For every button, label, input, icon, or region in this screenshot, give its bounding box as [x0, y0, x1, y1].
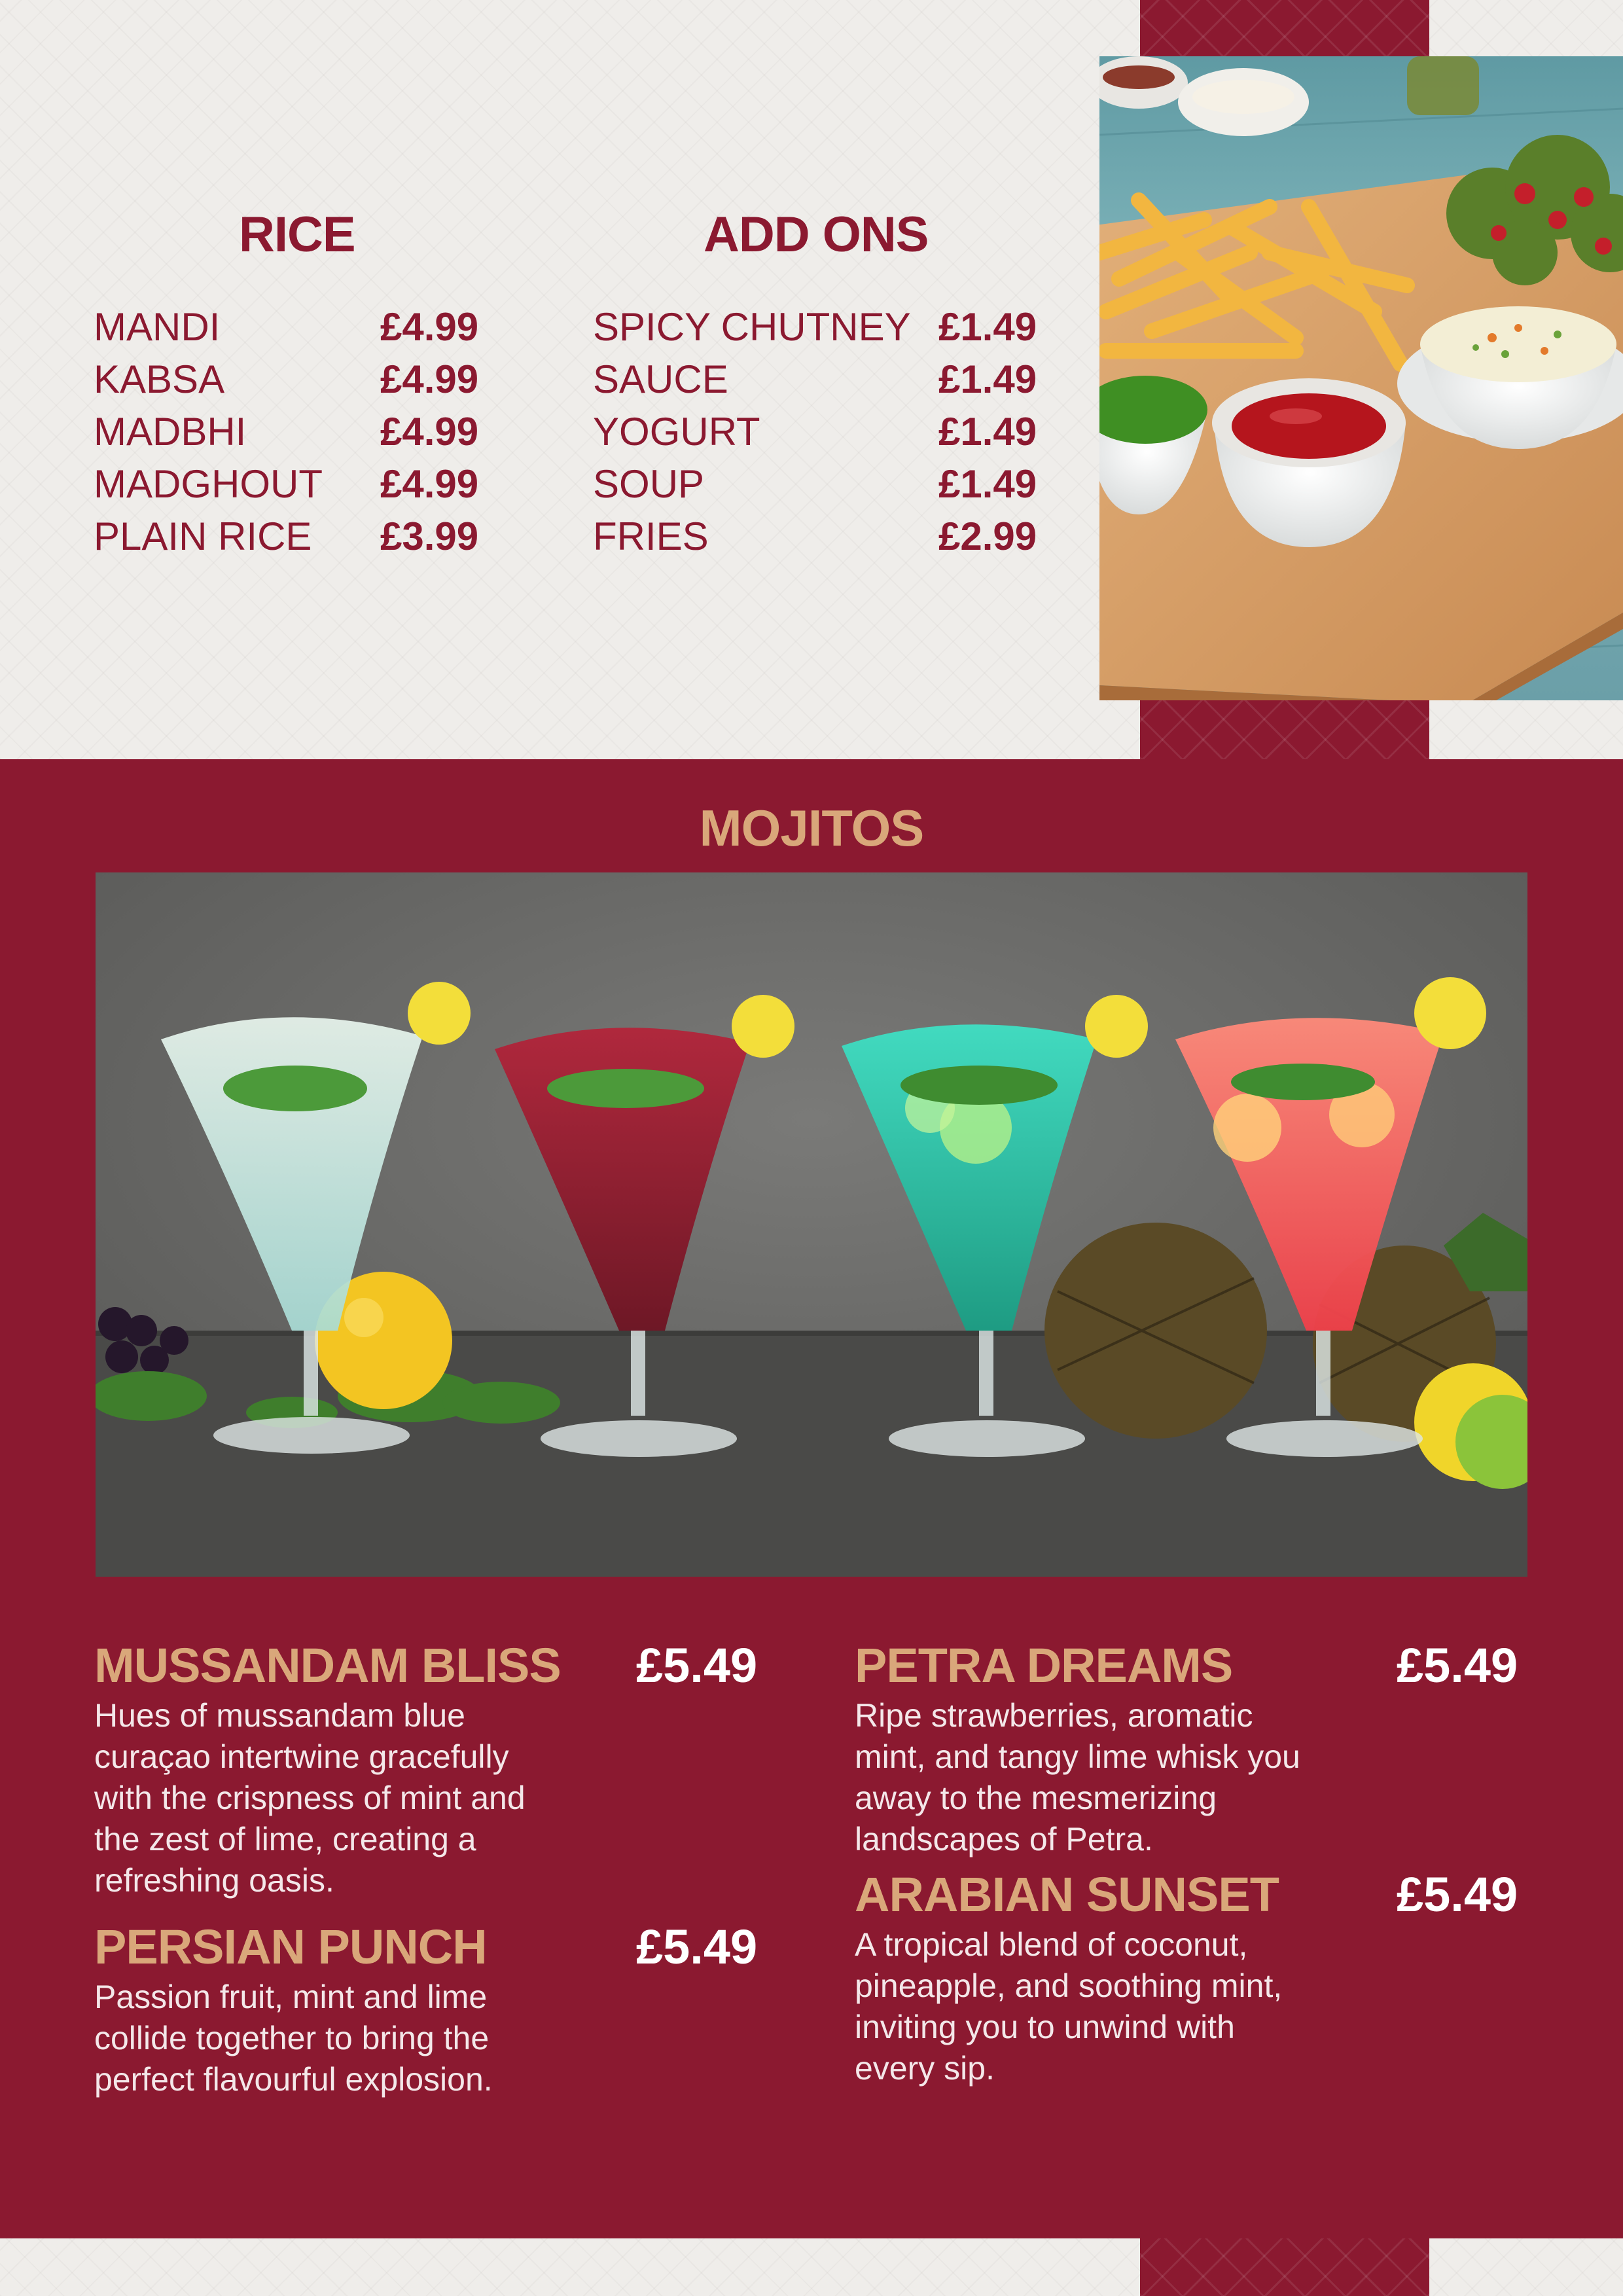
rice-item-name: MADGHOUT [94, 462, 323, 506]
drink-description: Passion fruit, mint and lime collide together to bring the perfect flavourful explosion. [94, 1979, 493, 2098]
decorative-pattern-strip-middle [1140, 700, 1429, 759]
addon-item-fries [593, 511, 1051, 563]
decorative-pattern-strip-bottom [1140, 2238, 1429, 2296]
rice-item-price: £4.99 [380, 410, 479, 454]
rice-item-mandi [94, 301, 499, 353]
rice-item-madghout [94, 458, 499, 511]
addon-item-name: YOGURT [593, 410, 760, 454]
drink-price: £5.49 [1397, 1638, 1518, 1693]
rice-item-price: £4.99 [380, 357, 479, 401]
addon-item-price: £2.99 [938, 514, 1037, 558]
drink-price: £5.49 [636, 1920, 758, 1974]
drink-description: Hues of mussandam blue curaçao intertwine gracefully with the crispness of mint and the zest of lime, creating a refreshing oasis. [94, 1697, 526, 1899]
mojitos-section [0, 759, 1623, 2238]
addon-item-sauce [593, 353, 1051, 406]
rice-item-madbhi [94, 406, 499, 458]
drink-description: Ripe strawberries, aromatic mint, and tangy lime whisk you away to the mesmerizing landscapes of Petra. [855, 1697, 1300, 1857]
addon-item-spicy-chutney [593, 301, 1051, 353]
rice-list [94, 301, 499, 563]
addon-item-name: SOUP [593, 462, 705, 506]
addon-item-price: £1.49 [938, 305, 1037, 349]
rice-item-name: KABSA [94, 357, 225, 401]
addon-item-yogurt [593, 406, 1051, 458]
drink-name: MUSSANDAM BLISS [94, 1638, 561, 1693]
rice-item-name: PLAIN RICE [94, 514, 312, 558]
addon-item-soup [593, 458, 1051, 511]
rice-item-price: £4.99 [380, 305, 479, 349]
addons-food-illustration [1099, 56, 1623, 700]
rice-item-price: £4.99 [380, 462, 479, 506]
mojitos-illustration [96, 872, 1527, 1577]
rice-item-name: MANDI [94, 305, 221, 349]
addon-item-price: £1.49 [938, 462, 1037, 506]
addon-item-price: £1.49 [938, 410, 1037, 454]
rice-item-name: MADBHI [94, 410, 247, 454]
drink-name: PERSIAN PUNCH [94, 1920, 487, 1974]
drink-name: ARABIAN SUNSET [855, 1867, 1279, 1922]
drink-name: PETRA DREAMS [855, 1638, 1233, 1693]
drink-price: £5.49 [1397, 1867, 1518, 1922]
drink-price: £5.49 [636, 1638, 758, 1693]
rice-item-price: £3.99 [380, 514, 479, 558]
addons-food-photo [1099, 56, 1623, 700]
addon-item-price: £1.49 [938, 357, 1037, 401]
drink-description: A tropical blend of coconut, pineapple, and soothing mint, inviting you to unwind with every sip. [855, 1926, 1283, 2087]
addon-item-name: SAUCE [593, 357, 728, 401]
addons-heading: ADD ONS [704, 207, 929, 262]
addons-list [593, 301, 1051, 563]
rice-item-plain-rice [94, 511, 499, 563]
decorative-pattern-strip-top [1140, 0, 1429, 56]
addon-item-name: FRIES [593, 514, 709, 558]
rice-item-kabsa [94, 353, 499, 406]
addon-item-name: SPICY CHUTNEY [593, 305, 911, 349]
mojitos-heading: MOJITOS [699, 799, 924, 857]
mojitos-photo [96, 872, 1527, 1577]
rice-heading: RICE [239, 207, 355, 262]
